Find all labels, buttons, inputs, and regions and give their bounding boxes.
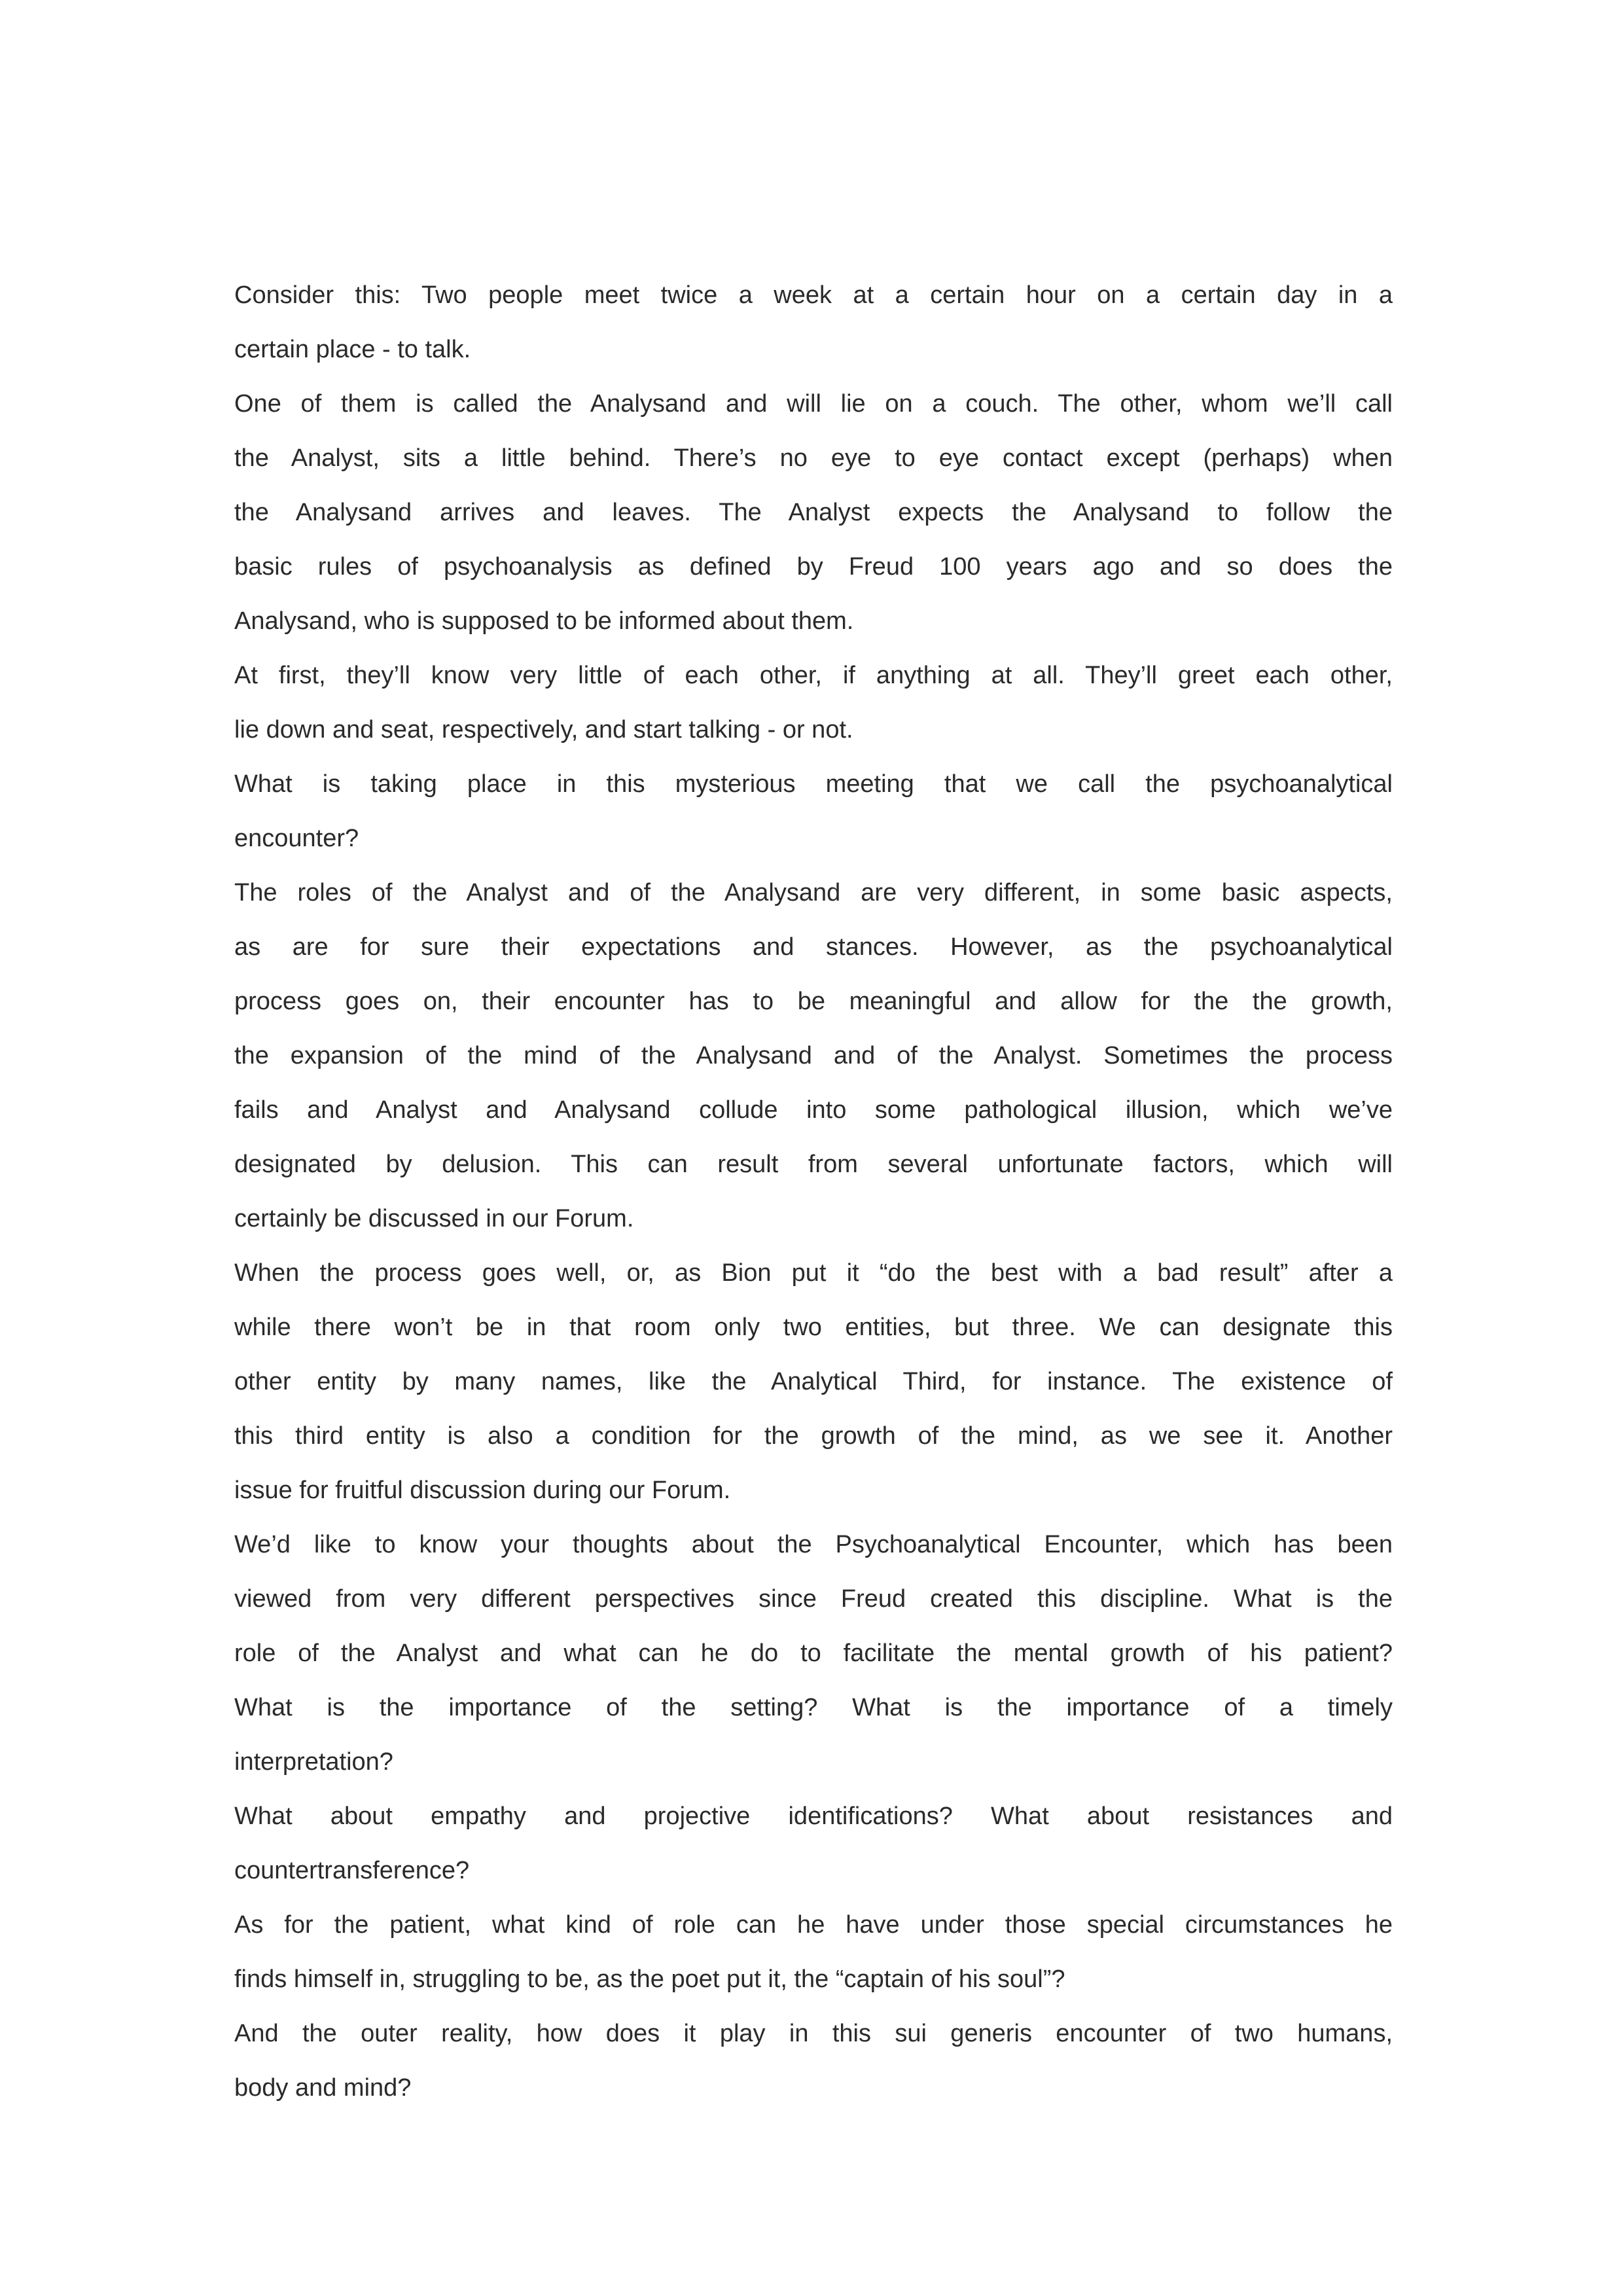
text-line: viewed from very different perspectives since Freud created this discipline. What is the [234, 1585, 1393, 1613]
text-line: countertransference? [234, 1857, 470, 1884]
text-line: basic rules of psychoanalysis as defined by Freud 100 years ago and so does the [234, 553, 1393, 581]
paragraph [234, 377, 1393, 649]
paragraph [234, 1789, 1393, 1898]
text-line: lie down and seat, respectively, and start talking - or not. [234, 716, 853, 744]
text-line: What is taking place in this mysterious meeting that we call the psychoanalytical [234, 770, 1393, 798]
paragraph [234, 1898, 1393, 2007]
text-line: fails and Analyst and Analysand collude into some pathological illusion, which we’ve [234, 1096, 1393, 1124]
paragraph [234, 1246, 1393, 1518]
paragraph [234, 2007, 1393, 2115]
text-line: designated by delusion. This can result from several unfortunate factors, which will [234, 1151, 1393, 1178]
paragraph [234, 1518, 1393, 1789]
text-line: One of them is called the Analysand and will lie on a couch. The other, whom we’ll call [234, 390, 1393, 418]
text-line: At first, they’ll know very little of each other, if anything at all. They’ll greet each other, [234, 662, 1393, 689]
text-line: encounter? [234, 825, 359, 852]
text-line: What is the importance of the setting? What is the importance of a timely [234, 1694, 1393, 1721]
text-line: issue for fruitful discussion during our Forum. [234, 1477, 731, 1504]
text-line: process goes on, their encounter has to be meaningful and allow for the the growth, [234, 988, 1393, 1015]
text-line: while there won’t be in that room only two entities, but three. We can designate this [234, 1314, 1393, 1341]
paragraph [234, 268, 1393, 377]
paragraph [234, 757, 1393, 866]
text-line: What about empathy and projective identifications? What about resistances and [234, 1803, 1393, 1830]
text-line: interpretation? [234, 1748, 393, 1776]
text-line: Consider this: Two people meet twice a week at a certain hour on a certain day in a [234, 281, 1393, 309]
text-line: the expansion of the mind of the Analysand and of the Analyst. Sometimes the process [234, 1042, 1393, 1069]
text-line: As for the patient, what kind of role can he have under those special circumstances he [234, 1911, 1393, 1939]
text-line: When the process goes well, or, as Bion put it “do the best with a bad result” after a [234, 1259, 1393, 1287]
text-line: body and mind? [234, 2074, 412, 2102]
text-line: other entity by many names, like the Analytical Third, for instance. The existence of [234, 1368, 1393, 1395]
text-line: Analysand, who is supposed to be informed about them. [234, 607, 854, 635]
text-content [234, 268, 1393, 2115]
text-line: certain place - to talk. [234, 336, 471, 363]
text-line: The roles of the Analyst and of the Analysand are very different, in some basic aspects, [234, 879, 1393, 906]
text-line: And the outer reality, how does it play in this sui generis encounter of two humans, [234, 2020, 1393, 2047]
paragraph [234, 649, 1393, 757]
text-line: the Analysand arrives and leaves. The Analyst expects the Analysand to follow the [234, 499, 1393, 526]
text-line: the Analyst, sits a little behind. There’s no eye to eye contact except (perhaps) when [234, 444, 1393, 472]
text-line: We’d like to know your thoughts about the Psychoanalytical Encounter, which has been [234, 1531, 1393, 1558]
text-line: as are for sure their expectations and stances. However, as the psychoanalytical [234, 933, 1393, 961]
paragraph [234, 866, 1393, 1246]
text-line: finds himself in, struggling to be, as the poet put it, the “captain of his soul”? [234, 1965, 1065, 1993]
text-line: role of the Analyst and what can he do to facilitate the mental growth of his patient? [234, 1640, 1393, 1667]
text-line: this third entity is also a condition for the growth of the mind, as we see it. Another [234, 1422, 1393, 1450]
text-line: certainly be discussed in our Forum. [234, 1205, 634, 1232]
